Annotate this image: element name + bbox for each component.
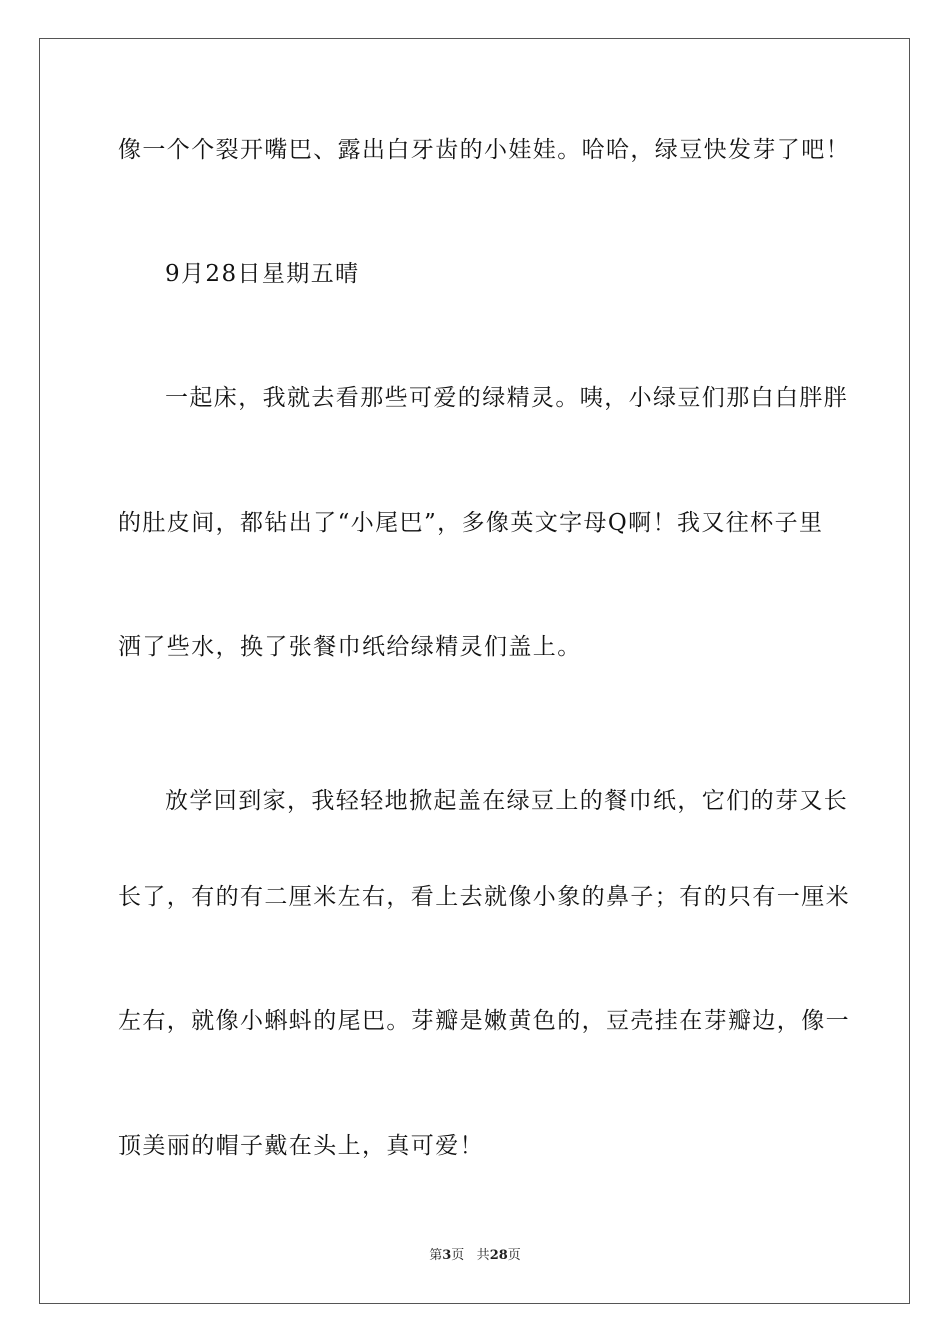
date-heading: 9月28日星期五晴 xyxy=(165,261,360,287)
text-line-6: 放学回到家，我轻轻地掀起盖在绿豆上的餐巾纸，它们的芽又长 xyxy=(165,788,849,814)
page-prefix: 第 xyxy=(429,1248,443,1263)
page-border xyxy=(39,38,910,1304)
text-line-4: 的肚皮间，都钻出了“小尾巴”，多像英文字母Q啊！我又往杯子里 xyxy=(118,510,824,536)
total-pages: 28 xyxy=(489,1248,508,1263)
total-suffix: 页 xyxy=(507,1248,521,1263)
text-line-9: 顶美丽的帽子戴在头上，真可爱！ xyxy=(118,1133,484,1159)
text-line-3: 一起床，我就去看那些可爱的绿精灵。咦，小绿豆们那白白胖胖 xyxy=(165,385,849,411)
page-suffix: 页 xyxy=(451,1248,465,1263)
text-line-7: 长了，有的有二厘米左右，看上去就像小象的鼻子；有的只有一厘米 xyxy=(118,884,850,910)
text-line-8: 左右，就像小蝌蚪的尾巴。芽瓣是嫩黄色的，豆壳挂在芽瓣边，像一 xyxy=(118,1008,850,1034)
page-number: 3 xyxy=(442,1248,452,1263)
total-prefix: 共 xyxy=(476,1248,490,1263)
text-line-5: 洒了些水，换了张餐巾纸给绿精灵们盖上。 xyxy=(118,634,582,660)
text-line-1: 像一个个裂开嘴巴、露出白牙齿的小娃娃。哈哈，绿豆快发芽了吧！ xyxy=(118,137,850,163)
page-footer xyxy=(0,1247,950,1265)
